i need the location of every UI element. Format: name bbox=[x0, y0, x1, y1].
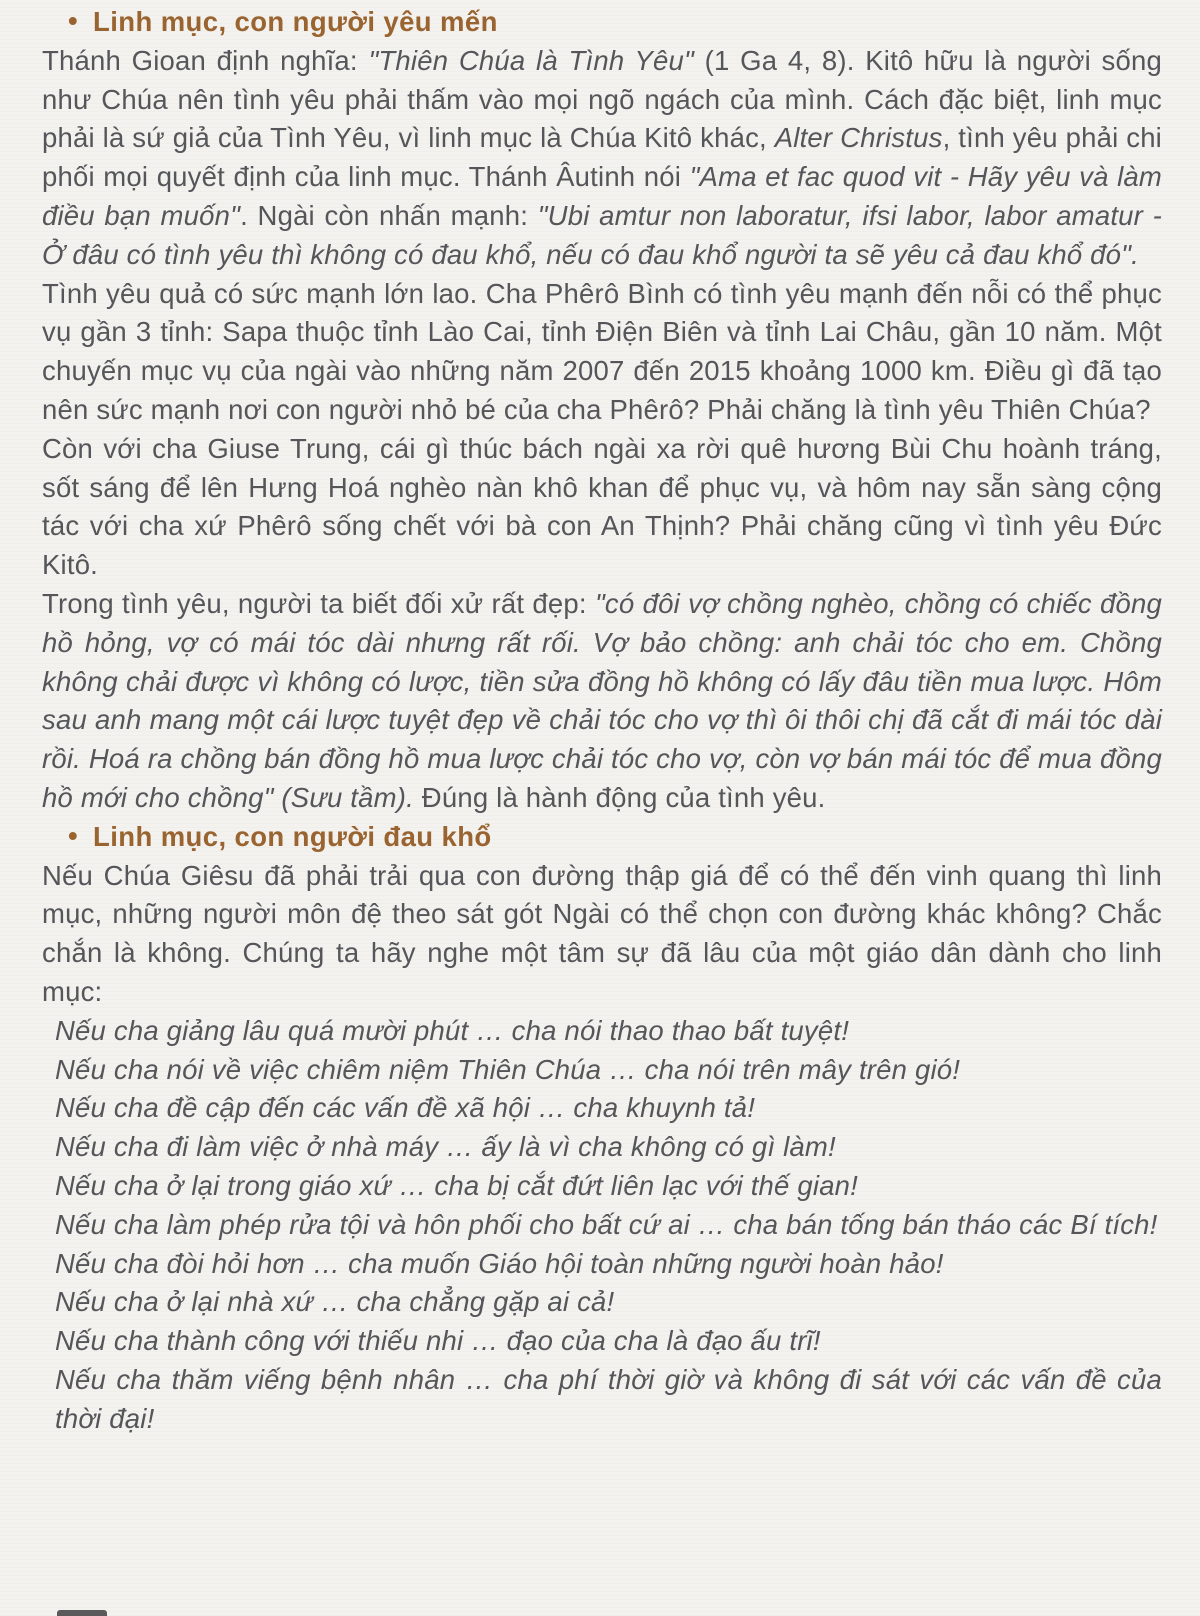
quote-line bbox=[42, 1206, 1162, 1245]
paragraph bbox=[42, 275, 1162, 430]
text-run: Trong tình yêu, người ta biết đối xử rất đẹp: bbox=[42, 587, 595, 619]
italic-run: Nếu cha giảng lâu quá mười phút … cha nói thao thao bất tuyệt! bbox=[55, 1014, 850, 1046]
quote-line bbox=[42, 1322, 1162, 1361]
cutoff-next-line-fragment bbox=[57, 1610, 107, 1616]
quote-line bbox=[42, 1089, 1162, 1128]
italic-run: Nếu cha làm phép rửa tội và hôn phối cho bất cứ ai … cha bán tống bán tháo các Bí tích! bbox=[55, 1208, 1158, 1240]
quote-line bbox=[42, 1012, 1162, 1051]
text-run: Thánh Gioan định nghĩa: bbox=[42, 44, 369, 76]
italic-run: Nếu cha ở lại nhà xứ … cha chẳng gặp ai cả! bbox=[55, 1286, 615, 1318]
paragraph bbox=[42, 430, 1162, 585]
bullet-icon: • bbox=[68, 819, 79, 851]
section-heading bbox=[42, 818, 1162, 857]
italic-run: Nếu cha thăm viếng bệnh nhân … cha phí thời giờ và không đi sát với các vấn đề của thời đại! bbox=[55, 1363, 1162, 1434]
quote-line bbox=[42, 1051, 1162, 1090]
quote-line bbox=[42, 1167, 1162, 1206]
text-run: Tình yêu quả có sức mạnh lớn lao. Cha Phêrô Bình có tình yêu mạnh đến nỗi có thể phục vụ gần 3 tỉnh: Sapa thuộc tỉnh Lào Cai, tỉnh Điện Biên và tỉnh Lai Châu, gần 10 năm. Một chuyến mục vụ của ngài vào những năm 2007 đến 2015 khoảng 1000 km. Điều gì đã tạo nên sức mạnh nơi con người nhỏ bé của cha Phêrô? Phải chăng là tình yêu Thiên Chúa? bbox=[42, 277, 1162, 425]
quote-line bbox=[42, 1128, 1162, 1167]
paragraph bbox=[42, 585, 1162, 818]
heading-text: Linh mục, con người yêu mến bbox=[93, 6, 498, 37]
italic-run: Nếu cha đi làm việc ở nhà máy … ấy là vì cha không có gì làm! bbox=[55, 1131, 836, 1163]
text-run: , tình yêu phải chi phối mọi quyết định của linh mục. Thánh Âutinh nói bbox=[42, 122, 1162, 193]
document-body bbox=[42, 3, 1162, 1438]
section-heading bbox=[42, 3, 1162, 42]
italic-run: "Ubi amtur non laboratur, ifsi labor, labor amatur - Ở đâu có tình yêu thì không có đau khổ, nếu có đau khổ người ta sẽ yêu cả đau khổ đó". bbox=[42, 199, 1163, 270]
text-run: Còn với cha Giuse Trung, cái gì thúc bách ngài xa rời quê hương Bùi Chu hoành tráng, sốt sáng để lên Hưng Hoá nghèo nàn khô khan để phục vụ, và hôm nay sẵn sàng cộng tác với cha xứ Phêrô sống chết với bà con An Thịnh? Phải chăng cũng vì tình yêu Đức Kitô. bbox=[42, 432, 1162, 581]
text-run: (1 Ga 4, 8). Kitô hữu là người sống như Chúa nên tình yêu phải thấm vào mọi ngõ ngách của mình. Cách đặc biệt, linh mục phải là sứ giả của Tình Yêu, vì linh mục là Chúa Kitô khác, bbox=[42, 44, 1162, 154]
italic-run: Alter Christus bbox=[774, 122, 943, 154]
text-run: Đúng là hành động của tình yêu. bbox=[413, 781, 826, 813]
paragraph bbox=[42, 857, 1162, 1012]
paragraph bbox=[42, 42, 1162, 275]
italic-run: Nếu cha nói về việc chiêm niệm Thiên Chúa … cha nói trên mây trên gió! bbox=[55, 1053, 961, 1085]
quote-line bbox=[42, 1245, 1162, 1284]
bullet-icon: • bbox=[68, 5, 79, 36]
italic-run: Nếu cha đòi hỏi hơn … cha muốn Giáo hội toàn những người hoàn hảo! bbox=[55, 1247, 944, 1279]
italic-run: Nếu cha đề cập đến các vấn đề xã hội … cha khuynh tả! bbox=[55, 1092, 756, 1124]
text-run: Nếu Chúa Giêsu đã phải trải qua con đường thập giá để có thể đến vinh quang thì linh mục, những người môn đệ theo sát gót Ngài có thể chọn con đường khác không? Chắc chắn là không. Chúng ta hãy nghe một tâm sự đã lâu của một giáo dân dành cho linh mục: bbox=[42, 859, 1162, 1007]
italic-run: "có đôi vợ chồng nghèo, chồng có chiếc đồng hồ hỏng, vợ có mái tóc dài nhưng rất rối. Vợ bảo chồng: anh chải tóc cho em. Chồng không chải được vì không có lược, tiền sửa đồng hồ không có lấy đâu tiền mua lược. Hôm sau anh mang một cái lược tuyệt đẹp về chải tóc cho vợ thì ôi thôi chị đã cắt đi mái tóc dài rồi. Hoá ra chồng bán đồng hồ mua lược chải tóc cho vợ, còn vợ bán mái tóc để mua đồng hồ mới cho chồng" (Sưu tầm). bbox=[42, 587, 1163, 813]
italic-run: Nếu cha ở lại trong giáo xứ … cha bị cắt đứt liên lạc với thế gian! bbox=[55, 1169, 859, 1201]
text-run: . Ngài còn nhấn mạnh: bbox=[240, 199, 538, 231]
quote-line bbox=[42, 1361, 1162, 1439]
italic-run: "Thiên Chúa là Tình Yêu" bbox=[368, 44, 694, 76]
heading-text: Linh mục, con người đau khổ bbox=[93, 820, 492, 852]
quote-line bbox=[42, 1283, 1162, 1322]
italic-run: "Ama et fac quod vit - Hãy yêu và làm điều bạn muốn" bbox=[42, 161, 1162, 231]
italic-run: Nếu cha thành công với thiếu nhi … đạo của cha là đạo ấu trĩ! bbox=[55, 1325, 821, 1357]
